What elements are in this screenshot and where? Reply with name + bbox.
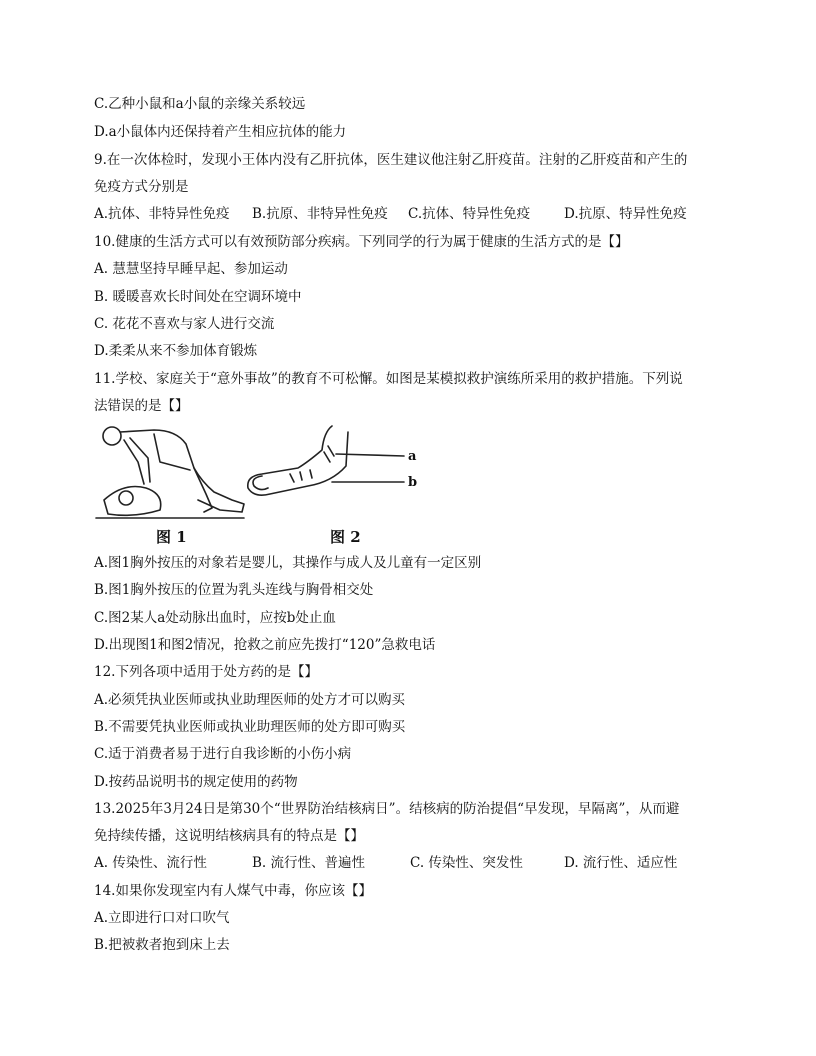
arm-shading — [290, 470, 312, 482]
first-aid-illustration — [94, 422, 424, 528]
fist — [253, 476, 268, 490]
option-text: A.立即进行口对口吹气 — [94, 910, 230, 926]
option-text: B. 暖暖喜欢长时间处在空调环境中 — [94, 289, 302, 305]
question-9-cont: 免疫方式分别是 — [94, 179, 189, 195]
first-aid-figures — [94, 422, 424, 548]
option-text: D.按药品说明书的规定使用的药物 — [94, 774, 298, 790]
option-text: B.图1胸外按压的位置为乳头连线与胸骨相交处 — [94, 582, 374, 598]
option-text: B. 流行性、普遍性 — [252, 855, 366, 871]
rescuer-head — [103, 427, 121, 445]
option-text: A. 传染性、流行性 — [94, 855, 207, 871]
figure-2-caption: 图 2 — [330, 528, 361, 546]
question-11: 11.学校、家庭关于“意外事故”的教育不可松懈。如图是某模拟救护演练所采用的救护措施。下列说 — [94, 371, 683, 387]
option-text: D.出现图1和图2情况，抢救之前应先拨打“120”急救电话 — [94, 637, 436, 653]
question-14: 14.如果你发现室内有人煤气中毒，你应该【】 — [94, 883, 372, 899]
question-12: 12.下列各项中适用于处方药的是【】 — [94, 664, 318, 680]
option-text: C.图2某人a处动脉出血时，应按b处止血 — [94, 610, 336, 626]
question-11-cont: 法错误的是【】 — [94, 398, 189, 414]
option-text: A.必须凭执业医师或执业助理医师的处方才可以购买 — [94, 692, 406, 708]
figure-1-caption: 图 1 — [156, 528, 187, 546]
arm-shading — [324, 446, 334, 462]
question-13: 13.2025年3月24日是第30个“世界防治结核病日”。结核病的防治提倡“早发现，早隔离”，从而避 — [94, 801, 680, 817]
label-b: b — [408, 475, 418, 490]
option-text: A.图1胸外按压的对象若是婴儿，其操作与成人及儿童有一定区别 — [94, 555, 482, 571]
rescuer-arm — [124, 440, 144, 484]
option-text: C. 传染性、突发性 — [410, 855, 523, 871]
option-text: C.抗体、特异性免疫 — [408, 206, 531, 222]
arm-outline — [248, 426, 348, 495]
option-text: C. 花花不喜欢与家人进行交流 — [94, 316, 275, 332]
option-text: B.不需要凭执业医师或执业助理医师的处方即可购买 — [94, 719, 406, 735]
option-text: B.抗原、非特异性免疫 — [252, 206, 388, 222]
rescuer-torso — [154, 434, 190, 470]
question-10: 10.健康的生活方式可以有效预防部分疾病。下列同学的行为属于健康的生活方式的是【】 — [94, 234, 629, 250]
rescuer-arm — [130, 438, 150, 482]
option-text: D. 流行性、适应性 — [564, 855, 678, 871]
question-9: 9.在一次体检时，发现小王体内没有乙肝抗体，医生建议他注射乙肝疫苗。注射的乙肝疫苗和产生的 — [94, 152, 688, 168]
option-text: D.柔柔从来不参加体育锻炼 — [94, 343, 258, 359]
option-text: C.乙种小鼠和a小鼠的亲缘关系较远 — [94, 96, 306, 112]
victim-head — [119, 491, 133, 505]
question-13-cont: 免持续传播，这说明结核病具有的特点是【】 — [94, 828, 364, 844]
option-text: C.适于消费者易于进行自我诊断的小伤小病 — [94, 746, 352, 762]
option-text: D.抗原、特异性免疫 — [564, 206, 687, 222]
option-text: A. 慧慧坚持早睡早起、参加运动 — [94, 261, 288, 277]
rescuer-body — [120, 430, 244, 512]
option-text: D.a小鼠体内还保持着产生相应抗体的能力 — [94, 124, 347, 140]
option-text: A.抗体、非特异性免疫 — [94, 206, 230, 222]
label-a: a — [408, 449, 417, 464]
option-text: B.把被救者抱到床上去 — [94, 937, 230, 953]
